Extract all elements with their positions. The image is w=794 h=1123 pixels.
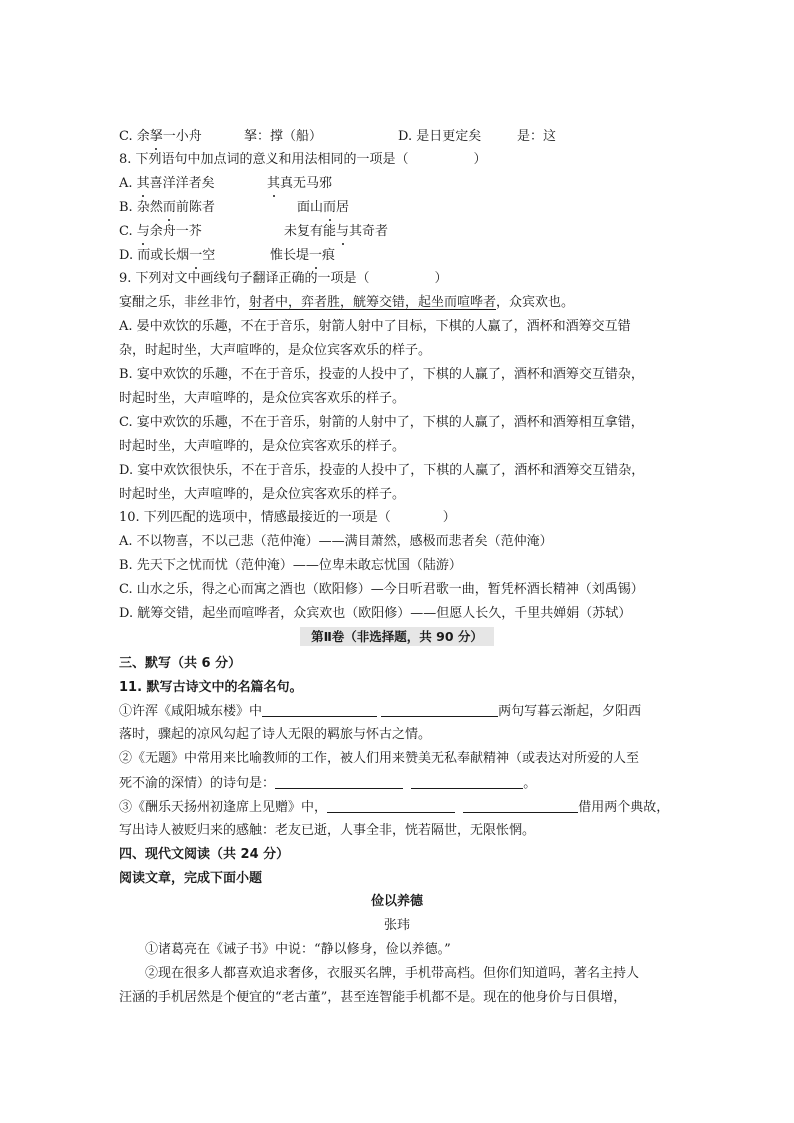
dotted-char: 而 (323, 200, 337, 215)
q8-stem: 8. 下列语句中加点词的意义和用法相同的一项是（ ） (119, 152, 487, 167)
t: 面山 (297, 200, 324, 215)
dotted-char: 一 (189, 248, 203, 263)
part-3-heading: 三、默写（共 6 分） (119, 656, 242, 671)
q8-option-b1 (119, 199, 215, 217)
answer-blank[interactable] (327, 798, 455, 813)
t: 喜洋洋者矣 (149, 176, 215, 191)
q11-item1-line2: 落时，骤起的凉风勾起了诗人无限的羁旅与怀古之情。 (119, 727, 432, 742)
q9-option-c-line2: 时起时坐，大声喧哗的，是众位宾客欢乐的样子。 (119, 439, 406, 454)
t: 宴酣之乐，非丝非竹， (119, 295, 250, 310)
q9-option-a-line1: A. 晏中欢饮的乐趣，不在于音乐，射箭人射中了目标，下棋的人赢了，酒杯和酒筹交互错 (119, 319, 631, 334)
t: 余舟一芥 (149, 224, 202, 239)
q9-option-d-line2: 时起时坐，大声喧哗的，是众位宾客欢乐的样子。 (119, 487, 406, 502)
q10-option-b: B. 先天下之忧而忧（范仲淹）——位卑未敢忘忧国（陆游） (119, 558, 462, 573)
part-4-heading: 四、现代文阅读（共 24 分） (119, 847, 290, 862)
q9-stem: 9. 下列对文中画线句子翻译正确的一项是（ ） (119, 271, 448, 286)
dotted-char: 与 (336, 224, 350, 239)
q11-item1-line1 (119, 702, 641, 721)
t: ①许浑《咸阳城东楼》中 (119, 704, 263, 719)
t: B. 杂然 (119, 200, 163, 215)
answer-blank[interactable] (381, 702, 498, 717)
q9-option-d-line1: D. 宴中欢饮很快乐，不在于音乐，投壶的人投中了，下棋的人赢了，酒杯和酒筹交互错杂， (119, 463, 645, 478)
q8-option-c2 (284, 223, 388, 241)
q9-option-b-line1: B. 宴中欢饮的乐趣，不在于音乐，投壶的人投中了，下棋的人赢了，酒杯和酒筹交互错杂， (119, 367, 644, 382)
q7-c-gloss: 拏：撑（船） (244, 129, 323, 144)
article-title: 俭以养德 (370, 894, 423, 909)
t: 前陈者 (175, 200, 215, 215)
q11-item2-line1: ②《无题》中常用来比喻教师的工作，被人们用来赞美无私奉献精神（或表达对所爱的人至 (119, 751, 640, 766)
t: 借用两个典故， (578, 800, 670, 815)
q9-quote (119, 294, 574, 312)
t: 真无马邪 (280, 176, 333, 191)
q7-c-text2: 一小舟 (162, 129, 202, 144)
t: 痕 (322, 248, 336, 263)
q9-option-a-line2: 杂，时起时坐，大声喧哗的，是众位宾客欢乐的样子。 (119, 343, 432, 358)
t: 两句写暮云渐起，夕阳西 (498, 704, 642, 719)
q10-option-a: A. 不以物喜，不以己悲（范仲淹）——满目萧然，感极而悲者矣（范仲淹） (119, 534, 553, 549)
t: ③《酬乐天扬州初逢席上见赠》中， (119, 800, 328, 815)
q10-option-d: D. 觥筹交错，起坐而喧哗者，众宾欢也（欧阳修）——但愿人长久，千里共婵娟（苏轼） (119, 606, 632, 621)
t: A. (119, 176, 137, 191)
dotted-char: 其 (267, 176, 281, 191)
q9-option-b-line2: 时起时坐，大声喧哗的，是众位宾客欢乐的样子。 (119, 391, 406, 406)
t: 空 (202, 248, 216, 263)
q10-stem: 10. 下列匹配的选项中，情感最接近的一项是（ ） (119, 510, 456, 525)
q7-d-gloss: 是：这 (517, 129, 557, 144)
reading-instruction: 阅读文章，完成下面小题 (119, 871, 263, 886)
paragraph-2-line2: 汪涵的手机居然是个便宜的“老古董”，甚至连智能手机都不是。现在的他身价与日俱增， (119, 990, 627, 1005)
paragraph-2-line1: ②现在很多人都喜欢追求奢侈，衣服买名牌，手机带高档。但你们知道吗，著名主持人 (145, 966, 640, 981)
q8-option-a1 (119, 175, 215, 193)
answer-blank[interactable] (411, 774, 523, 789)
dotted-char: 与 (136, 224, 150, 239)
t: 。 (523, 776, 537, 791)
q7-c-text: C. 余 (119, 129, 150, 144)
q9-option-c-line1: C. 宴中欢饮的乐趣，不在于音乐，射箭的人射中了，下棋的人赢了，酒杯和酒筹相互拿错， (119, 415, 644, 430)
q8-option-d1 (119, 247, 215, 265)
t: 死不渝的深情）的诗句是： (119, 776, 276, 791)
t: ，众宾欢也。 (496, 295, 575, 310)
t: C. (119, 224, 137, 239)
q8-option-c1 (119, 223, 202, 241)
article-author: 张玮 (383, 918, 410, 933)
t: 未复有能 (284, 224, 337, 239)
t: 惟长堤 (270, 248, 310, 263)
q11-stem: 11. 默写古诗文中的名篇名句。 (119, 680, 303, 695)
dotted-char: 而 (162, 200, 176, 215)
q11-item3-line1 (119, 798, 669, 817)
answer-blank[interactable] (275, 774, 403, 789)
q10-option-c: C. 山水之乐，得之心而寓之酒也（欧阳修）—今日听君歌一曲，暂凭杯酒长精神（刘禹锡） (119, 582, 644, 597)
t: 其奇者 (349, 224, 389, 239)
t: D. 而或长烟 (119, 248, 190, 263)
q8-option-a2 (267, 175, 332, 193)
paragraph-1: ①诸葛亮在《诫子书》中说：“静以修身，俭以养德。” (145, 942, 451, 957)
q11-item2-line2 (119, 774, 536, 793)
dotted-char: 一 (309, 248, 323, 263)
q7-option-d: D. 是日更定矣 (398, 129, 482, 144)
answer-blank[interactable] (463, 798, 578, 813)
section-2-title: 第Ⅱ卷（非选择题，共 90 分） (300, 627, 494, 646)
q8-option-d2 (270, 247, 335, 265)
q11-item3-line2: 写出诗人被贬归来的感触：老友已逝，人事全非，恍若隔世，无限怅惘。 (119, 823, 536, 838)
dotted-char: 其 (136, 176, 150, 191)
answer-blank[interactable] (262, 702, 377, 717)
q7-c-dotted: 拏 (149, 129, 163, 144)
t: 居 (336, 200, 350, 215)
q8-option-b2 (297, 199, 349, 217)
underlined-sentence: 射者中，弈者胜，觥筹交错，起坐而喧哗者 (249, 295, 497, 310)
q7-option-c (119, 128, 202, 146)
